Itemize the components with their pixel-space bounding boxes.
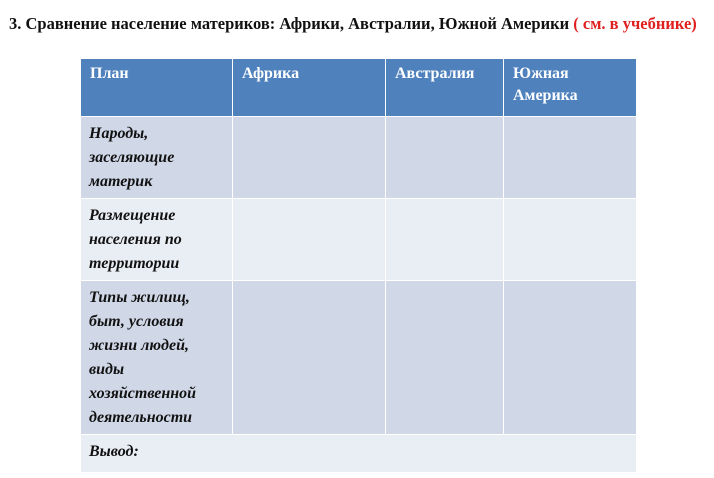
cell-africa-housing[interactable]: [233, 281, 386, 435]
header-australia: Австралия: [386, 59, 504, 117]
cell-africa-distribution[interactable]: [233, 199, 386, 281]
task-title: Сравнение население материков: Африки, Австралии, Южной Америки: [21, 14, 574, 33]
row-label-distribution: Размещение населения по территории: [81, 199, 233, 281]
table-row: [81, 281, 637, 435]
cell-africa-peoples[interactable]: [233, 117, 386, 199]
textbook-note: ( см. в учебнике): [573, 14, 697, 33]
header-plan: План: [81, 59, 233, 117]
header-africa: Африка: [233, 59, 386, 117]
table-row: [81, 199, 637, 281]
cell-australia-peoples[interactable]: [386, 117, 504, 199]
task-number: 3: [9, 14, 18, 33]
table-header-row: [81, 59, 637, 117]
cell-south-america-housing[interactable]: [504, 281, 637, 435]
cell-south-america-peoples[interactable]: [504, 117, 637, 199]
task-heading: [9, 14, 709, 34]
cell-south-america-distribution[interactable]: [504, 199, 637, 281]
comparison-table: [80, 58, 637, 473]
conclusion-label[interactable]: Вывод:: [81, 435, 637, 473]
cell-australia-distribution[interactable]: [386, 199, 504, 281]
table-row: [81, 117, 637, 199]
header-south-america: Южная Америка: [504, 59, 637, 117]
task-number-separator: .: [17, 14, 22, 33]
row-label-peoples: Народы, заселяющие материк: [81, 117, 233, 199]
row-label-housing: Типы жилищ, быт, условия жизни людей, виды хозяйственной деятельности: [81, 281, 233, 435]
cell-australia-housing[interactable]: [386, 281, 504, 435]
table-row-conclusion: [81, 435, 637, 473]
